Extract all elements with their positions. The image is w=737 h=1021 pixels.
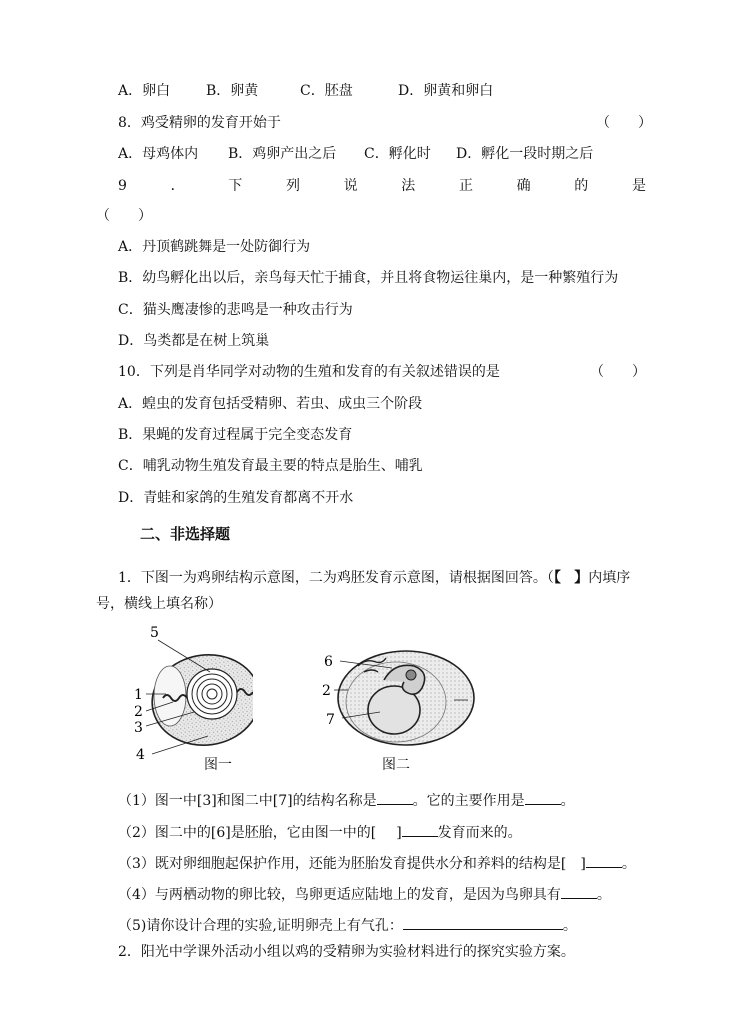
figure1-label-3: 3 — [134, 720, 143, 736]
nq1-sub5 — [118, 915, 577, 936]
q8-option-b: B．鸡卵产出之后 — [228, 146, 337, 162]
q8-stem: 8．鸡受精卵的发育开始于 — [118, 115, 281, 131]
nq1-sub2-text: （2）图二中的[6]是胚胎，它由图一中的[ — [118, 825, 377, 841]
answer-blank[interactable] — [402, 822, 438, 837]
nq1-sub3-close: ] — [580, 856, 586, 872]
nq1-sub2-close: ] — [396, 825, 402, 841]
q7-option-d: D．卵黄和卵白 — [398, 83, 494, 99]
nq1-stem-line1 — [118, 568, 630, 588]
answer-blank[interactable] — [525, 790, 561, 805]
q7-option-c: C．胚盘 — [300, 83, 353, 99]
nq2-stem: 2．阳光中学课外活动小组以鸡的受精卵为实验材料进行的探究实验方案。 — [118, 944, 575, 960]
q9-answer-paren: （ ） — [96, 208, 152, 224]
q9-stem-char: 确 — [516, 178, 531, 194]
q9-option-a: A．丹顶鹤跳舞是一处防御行为 — [118, 239, 311, 255]
q9-stem-char: 法 — [401, 178, 416, 194]
nq1-sub4-text: （4）与两栖动物的卵比较，鸟卵更适应陆地上的发育，是因为鸟卵具有 — [118, 887, 561, 903]
embryo-eye — [406, 670, 416, 680]
q7-option-a: A．卵白 — [118, 83, 171, 99]
nq1-sub3 — [118, 853, 636, 874]
q10-option-b: B．果蝇的发育过程属于完全变态发育 — [118, 427, 353, 443]
q8-option-d: D．孵化一段时期之后 — [456, 146, 594, 162]
q8-option-c: C．孵化时 — [364, 146, 431, 162]
q9-stem-char: 9 — [118, 178, 127, 194]
answer-blank[interactable] — [561, 884, 597, 899]
figure2-label-6: 6 — [324, 654, 333, 670]
figure1-label-1: 1 — [134, 687, 143, 703]
nq1-sub3-text: （3）既对卵细胞起保护作用，还能为胚胎发育提供水分和养料的结构是[ — [118, 856, 567, 872]
q9-stem-char: 列 — [285, 178, 300, 194]
nq1-bracket-open: 【 — [553, 570, 561, 586]
q9-stem-char: ． — [170, 178, 185, 194]
q10-option-d: D．青蛙和家鸽的生殖发育都离不开水 — [118, 490, 354, 506]
figure1-caption: 图一 — [204, 757, 232, 773]
figure1-label-2: 2 — [134, 704, 143, 720]
nq1-sub4 — [118, 884, 611, 905]
q9-stem-char: 说 — [343, 178, 358, 194]
nq1-stem-text: 1．下图一为鸡卵结构示意图，二为鸡胚发育示意图，请根据图回答。（ — [118, 570, 554, 586]
figure2-embryo-development — [318, 640, 488, 755]
nq1-sub1-text-2: 。它的主要作用是 — [412, 793, 525, 809]
q9-option-c: C．猫头鹰凄惨的悲鸣是一种攻击行为 — [118, 302, 353, 318]
q9-stem-char: 下 — [228, 178, 243, 194]
q10-answer-paren: （ ） — [590, 364, 646, 380]
q8-answer-paren: （ ） — [596, 115, 652, 131]
q8-option-a: A．母鸡体内 — [118, 146, 199, 162]
nq1-stem-text-end: 内填序 — [588, 570, 631, 586]
figure1-label-4: 4 — [136, 747, 145, 763]
answer-blank[interactable] — [377, 790, 413, 805]
nq1-sub1 — [118, 790, 575, 811]
q9-stem — [118, 176, 646, 196]
yolk-ring — [187, 669, 237, 719]
nq1-stem-line2: 号，横线上填名称） — [96, 596, 222, 612]
figure1-label-5: 5 — [150, 625, 159, 641]
figure2-caption: 图二 — [382, 757, 410, 773]
figure2-label-7: 7 — [326, 712, 335, 728]
q9-option-d: D．鸟类都是在树上筑巢 — [118, 333, 270, 349]
nq1-sub4-end: 。 — [596, 887, 611, 903]
nq1-sub1-text: （1）图一中[3]和图二中[7]的结构名称是 — [118, 793, 377, 809]
figure2-label-2: 2 — [322, 683, 331, 699]
q10-option-c: C．哺乳动物生殖发育最主要的特点是胎生、哺乳 — [118, 458, 423, 474]
q9-stem-char: 正 — [458, 178, 473, 194]
nq1-sub2-end: 发育而来的。 — [437, 825, 522, 841]
nq1-sub2 — [118, 822, 522, 843]
q10-option-a: A．蝗虫的发育包括受精卵、若虫、成虫三个阶段 — [118, 396, 423, 412]
nq1-sub5-text: （5)请你设计合理的实验,证明卵壳上有气孔： — [118, 918, 403, 934]
nq1-sub3-end: 。 — [621, 856, 636, 872]
figure1-egg-structure — [128, 620, 253, 780]
section-title: 二、非选择题 — [140, 525, 231, 543]
q9-stem-char: 的 — [574, 178, 589, 194]
q9-stem-char: 是 — [631, 178, 646, 194]
q10-stem: 10．下列是肖华同学对动物的生殖和发育的有关叙述错误的是 — [118, 364, 500, 380]
answer-blank[interactable] — [403, 915, 563, 930]
answer-blank[interactable] — [586, 853, 622, 868]
nq1-sub1-end: 。 — [560, 793, 575, 809]
q7-option-b: B．卵黄 — [206, 83, 259, 99]
answer-bracket-slot[interactable] — [376, 823, 396, 837]
nq1-sub5-end: 。 — [562, 918, 577, 934]
nq1-bracket-close: 】 — [574, 570, 589, 586]
q9-option-b: B．幼鸟孵化出以后，亲鸟每天忙于捕食，并且将食物运往巢内，是一种繁殖行为 — [118, 270, 619, 286]
answer-bracket-slot[interactable] — [566, 854, 580, 868]
